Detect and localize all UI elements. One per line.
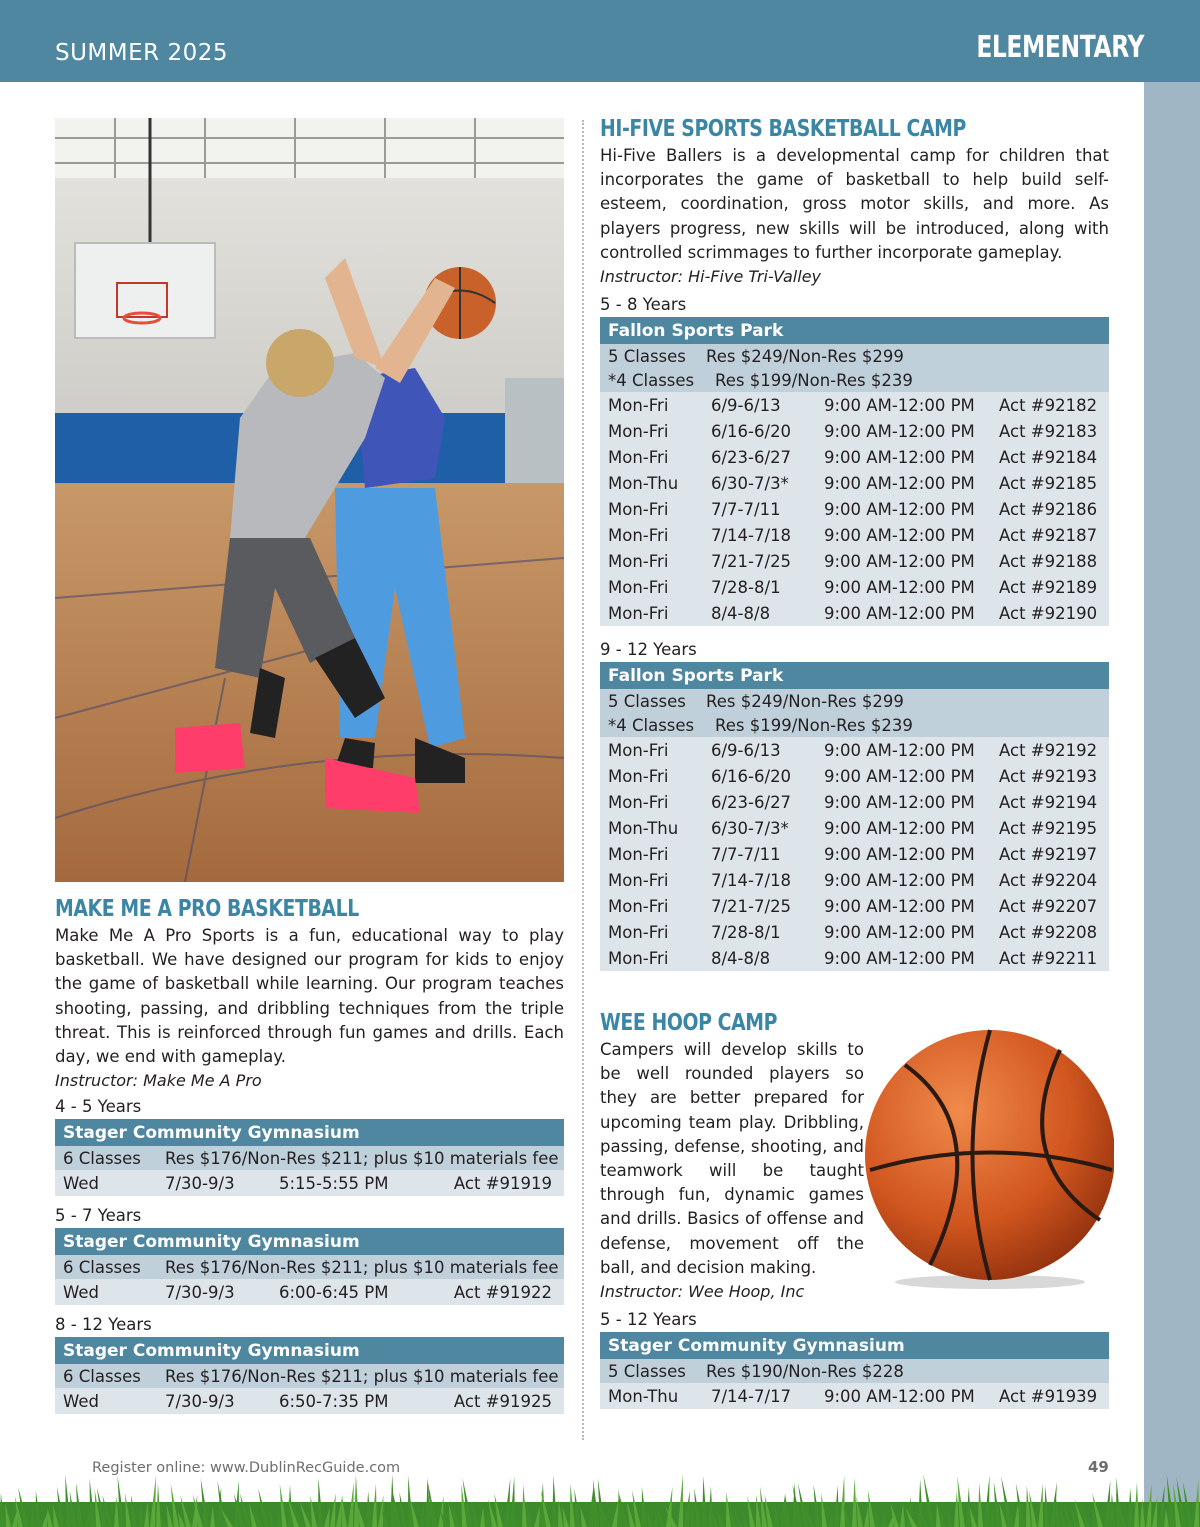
- fee-text: Res $190/Non-Res $228: [706, 1361, 904, 1381]
- program-description: Campers will develop skills to be well rounded players so they are better prepared for upcoming team play. Dribbling, passing, defense, shooting, and teamwork will be taught through fun, dynamic games and drills. Basics of offense and defense, movement off the ball, and decision making.: [600, 1040, 864, 1277]
- class-count: 6 Classes: [55, 1146, 157, 1170]
- session-day: Mon-Thu: [600, 1383, 703, 1409]
- session-dates: 6/16-6/20: [703, 763, 816, 789]
- fee-text: Res $199/Non-Res $239: [715, 370, 913, 390]
- section-title: ELEMENTARY: [976, 30, 1144, 65]
- activity-number: Act #92193: [991, 763, 1109, 789]
- fee-text: Res $249/Non-Res $299: [706, 691, 904, 711]
- session-time: 5:15-5:55 PM: [271, 1170, 441, 1196]
- session-dates: 6/9-6/13: [703, 737, 816, 763]
- class-count: 6 Classes: [55, 1364, 157, 1388]
- activity-number: Act #92183: [991, 418, 1109, 444]
- schedule-table: [600, 1332, 1109, 1409]
- activity-number: Act #92187: [991, 522, 1109, 548]
- session-time: 9:00 AM-12:00 PM: [816, 763, 991, 789]
- session-row: [600, 893, 1109, 919]
- age-group-label: 5 - 8 Years: [600, 295, 687, 315]
- session-dates: 7/21-7/25: [703, 548, 816, 574]
- session-row: [600, 867, 1109, 893]
- session-row: [600, 496, 1109, 522]
- session-row: [600, 841, 1109, 867]
- program-instructor: Instructor: Wee Hoop, Inc: [600, 1282, 805, 1302]
- session-dates: 7/28-8/1: [703, 574, 816, 600]
- session-dates: 7/14-7/18: [703, 867, 816, 893]
- program-title: HI-FIVE SPORTS BASKETBALL CAMP: [600, 116, 966, 142]
- season-label: SUMMER 2025: [55, 40, 228, 66]
- session-dates: 7/21-7/25: [703, 893, 816, 919]
- side-strip: [1144, 82, 1200, 1527]
- session-row: [600, 815, 1109, 841]
- session-row: [600, 574, 1109, 600]
- session-day: Mon-Fri: [600, 867, 703, 893]
- session-day: Mon-Thu: [600, 815, 703, 841]
- schedule-table: [600, 317, 1109, 626]
- activity-number: Act #91925: [441, 1388, 564, 1414]
- hi-five-section: [600, 114, 1109, 971]
- activity-number: Act #91939: [991, 1383, 1109, 1409]
- fee-text: Res $176/Non-Res $211; plus $10 materials fee: [157, 1146, 564, 1170]
- fee-text: Res $249/Non-Res $299: [706, 346, 904, 366]
- session-dates: 7/14-7/17: [703, 1383, 816, 1409]
- session-dates: 8/4-8/8: [703, 600, 816, 626]
- activity-number: Act #92185: [991, 470, 1109, 496]
- session-dates: 7/28-8/1: [703, 919, 816, 945]
- session-time: 6:50-7:35 PM: [271, 1388, 441, 1414]
- session-day: Mon-Fri: [600, 893, 703, 919]
- activity-number: Act #92195: [991, 815, 1109, 841]
- session-day: Mon-Fri: [600, 418, 703, 444]
- session-row: [600, 763, 1109, 789]
- session-time: 9:00 AM-12:00 PM: [816, 496, 991, 522]
- session-day: Mon-Fri: [600, 919, 703, 945]
- session-day: Mon-Fri: [600, 522, 703, 548]
- fee-row: [600, 1359, 1109, 1383]
- session-dates: 6/23-6/27: [703, 444, 816, 470]
- activity-number: Act #92188: [991, 548, 1109, 574]
- age-group-label: 5 - 12 Years: [600, 1310, 697, 1330]
- class-count: *4 Classes: [608, 715, 695, 735]
- fee-text: Res $199/Non-Res $239: [715, 715, 913, 735]
- activity-number: Act #92190: [991, 600, 1109, 626]
- kids-basketball-photo: [55, 118, 564, 882]
- session-time: 9:00 AM-12:00 PM: [816, 444, 991, 470]
- activity-number: Act #92186: [991, 496, 1109, 522]
- activity-number: Act #92204: [991, 867, 1109, 893]
- session-row: [600, 418, 1109, 444]
- session-time: 9:00 AM-12:00 PM: [816, 418, 991, 444]
- activity-number: Act #92208: [991, 919, 1109, 945]
- session-dates: 6/16-6/20: [703, 418, 816, 444]
- activity-number: Act #92207: [991, 893, 1109, 919]
- class-count: 5 Classes: [608, 691, 686, 711]
- register-online-text: Register online: www.DublinRecGuide.com: [92, 1460, 401, 1476]
- class-count: *4 Classes: [608, 370, 695, 390]
- session-time: 9:00 AM-12:00 PM: [816, 600, 991, 626]
- session-row: [600, 600, 1109, 626]
- session-day: Mon-Fri: [600, 392, 703, 418]
- fee-text: Res $176/Non-Res $211; plus $10 materials fee: [157, 1364, 564, 1388]
- activity-number: Act #92197: [991, 841, 1109, 867]
- session-day: Mon-Fri: [600, 945, 703, 971]
- location-header: Fallon Sports Park: [600, 662, 1109, 689]
- session-time: 9:00 AM-12:00 PM: [816, 815, 991, 841]
- fee-row: [600, 713, 1109, 737]
- session-day: Mon-Fri: [600, 841, 703, 867]
- session-day: Wed: [55, 1388, 157, 1414]
- program-instructor: Instructor: Make Me A Pro: [55, 1071, 262, 1091]
- session-day: Mon-Fri: [600, 737, 703, 763]
- activity-number: Act #91919: [441, 1170, 564, 1196]
- session-day: Mon-Fri: [600, 548, 703, 574]
- program-instructor: Instructor: Hi-Five Tri-Valley: [600, 267, 822, 287]
- activity-number: Act #92192: [991, 737, 1109, 763]
- session-day: Wed: [55, 1170, 157, 1196]
- session-dates: 7/7-7/11: [703, 496, 816, 522]
- session-row: [600, 945, 1109, 971]
- session-time: 9:00 AM-12:00 PM: [816, 574, 991, 600]
- schedule-table: [600, 662, 1109, 971]
- session-time: 9:00 AM-12:00 PM: [816, 392, 991, 418]
- age-group-label: 8 - 12 Years: [55, 1315, 152, 1335]
- session-dates: 6/23-6/27: [703, 789, 816, 815]
- session-row: [600, 919, 1109, 945]
- fee-row: [600, 689, 1109, 713]
- session-time: 9:00 AM-12:00 PM: [816, 893, 991, 919]
- location-header: Stager Community Gymnasium: [55, 1337, 564, 1364]
- session-time: 9:00 AM-12:00 PM: [816, 789, 991, 815]
- class-count: 5 Classes: [608, 346, 686, 366]
- session-row: [600, 789, 1109, 815]
- session-dates: 6/30-7/3*: [703, 815, 816, 841]
- activity-number: Act #92182: [991, 392, 1109, 418]
- location-header: Fallon Sports Park: [600, 317, 1109, 344]
- make-me-a-pro-section: [55, 894, 564, 1414]
- program-description: Make Me A Pro Sports is a fun, educational way to play basketball. We have designed our program for kids to enjoy the game of basketball while learning. Our program teaches shooting, passing, and dribbling techniques from the triple threat. This is reinforced through fun games and drills. Each day, we end with gameplay.: [55, 926, 564, 1067]
- session-row: [600, 470, 1109, 496]
- session-row: [600, 522, 1109, 548]
- grass-decoration: [0, 1472, 1200, 1527]
- session-dates: 7/30-9/3: [157, 1388, 271, 1414]
- schedule-table: [55, 1119, 564, 1196]
- session-time: 9:00 AM-12:00 PM: [816, 522, 991, 548]
- page-number: 49: [1088, 1458, 1109, 1476]
- class-count: 5 Classes: [608, 1361, 686, 1381]
- age-group-label: 9 - 12 Years: [600, 640, 697, 660]
- program-description: Hi-Five Ballers is a developmental camp for children that incorporates the game of basketball to help build self-esteem, coordination, gross motor skills, and more. As players progress, new skills will be introduced, along with controlled scrimmages to further incorporate gameplay.: [600, 146, 1109, 262]
- session-day: Mon-Fri: [600, 496, 703, 522]
- activity-number: Act #92211: [991, 945, 1109, 971]
- session-dates: 6/9-6/13: [703, 392, 816, 418]
- session-time: 9:00 AM-12:00 PM: [816, 867, 991, 893]
- column-divider: [582, 120, 584, 1440]
- session-day: Mon-Fri: [600, 789, 703, 815]
- activity-number: Act #92184: [991, 444, 1109, 470]
- schedule-table: [55, 1337, 564, 1414]
- location-header: Stager Community Gymnasium: [55, 1119, 564, 1146]
- session-day: Mon-Thu: [600, 470, 703, 496]
- session-time: 9:00 AM-12:00 PM: [816, 470, 991, 496]
- session-row: [600, 444, 1109, 470]
- basketball-image: [860, 1020, 1114, 1290]
- session-time: 9:00 AM-12:00 PM: [816, 548, 991, 574]
- session-dates: 7/14-7/18: [703, 522, 816, 548]
- location-header: Stager Community Gymnasium: [55, 1228, 564, 1255]
- session-dates: 7/30-9/3: [157, 1170, 271, 1196]
- session-day: Mon-Fri: [600, 763, 703, 789]
- session-row: [600, 548, 1109, 574]
- session-time: 9:00 AM-12:00 PM: [816, 737, 991, 763]
- fee-row: [600, 344, 1109, 368]
- session-dates: 7/7-7/11: [703, 841, 816, 867]
- session-day: Wed: [55, 1279, 157, 1305]
- activity-number: Act #92189: [991, 574, 1109, 600]
- fee-row: [600, 368, 1109, 392]
- session-time: 9:00 AM-12:00 PM: [816, 919, 991, 945]
- program-title: WEE HOOP CAMP: [600, 1010, 778, 1036]
- session-dates: 8/4-8/8: [703, 945, 816, 971]
- program-title: MAKE ME A PRO BASKETBALL: [55, 896, 359, 922]
- schedule-table: [55, 1228, 564, 1305]
- session-row: [600, 737, 1109, 763]
- location-header: Stager Community Gymnasium: [600, 1332, 1109, 1359]
- class-count: 6 Classes: [55, 1255, 157, 1279]
- session-row: [600, 392, 1109, 418]
- session-time: 9:00 AM-12:00 PM: [816, 1383, 991, 1409]
- age-group-label: 5 - 7 Years: [55, 1206, 142, 1226]
- activity-number: Act #91922: [441, 1279, 564, 1305]
- session-time: 9:00 AM-12:00 PM: [816, 945, 991, 971]
- session-time: 9:00 AM-12:00 PM: [816, 841, 991, 867]
- session-time: 6:00-6:45 PM: [271, 1279, 441, 1305]
- session-dates: 6/30-7/3*: [703, 470, 816, 496]
- session-day: Mon-Fri: [600, 574, 703, 600]
- fee-text: Res $176/Non-Res $211; plus $10 materials fee: [157, 1255, 564, 1279]
- session-day: Mon-Fri: [600, 600, 703, 626]
- age-group-label: 4 - 5 Years: [55, 1097, 142, 1117]
- session-dates: 7/30-9/3: [157, 1279, 271, 1305]
- activity-number: Act #92194: [991, 789, 1109, 815]
- session-day: Mon-Fri: [600, 444, 703, 470]
